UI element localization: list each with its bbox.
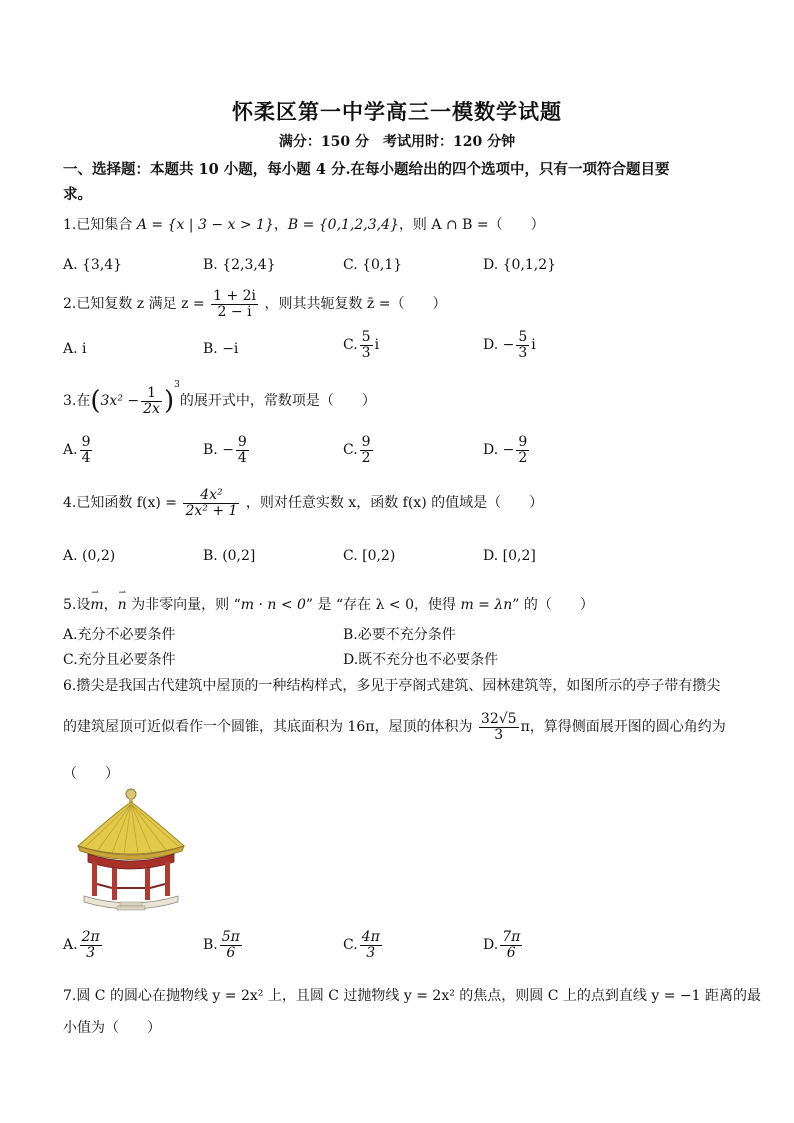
q6-b-den: 6 (226, 944, 236, 961)
q5-stem-b: 为非零向量，则 “ (126, 597, 241, 613)
q6-c-label: C. (343, 937, 358, 954)
q1-set-a: A = {x | 3 − x > 1} (136, 217, 274, 233)
q2-fraction (211, 289, 258, 319)
q5-stem-d: ” 的（ ） (512, 597, 594, 613)
q3-option-c[interactable] (343, 435, 375, 465)
q3-power: 3 (174, 380, 180, 390)
q5-vec-n: ⇀ n (118, 597, 127, 613)
q2-d-tail: i (531, 337, 536, 354)
q3-c-num: 9 (361, 434, 371, 450)
q6-d-label: D. (483, 937, 499, 954)
q2-option-c-frac (360, 330, 373, 360)
q1-option-c[interactable]: C. {0,1} (343, 257, 403, 273)
question-6-line1: 6.攒尖是我国古代建筑中屋顶的一种结构样式，多见于亭阁式建筑、园林建筑等，如图所示的亭子带有攒尖 (63, 678, 721, 694)
q6-option-b[interactable] (203, 930, 244, 960)
q3-c-label: C. (343, 442, 358, 459)
pavilion-image (74, 784, 190, 918)
q2-option-c-label: C. (343, 337, 358, 354)
q1-option-a[interactable]: A. {3,4} (63, 257, 123, 273)
q6-line2-a: 的建筑屋顶可近似看作一个圆锥，其底面积为 16π，屋顶的体积为 (63, 719, 473, 736)
question-5-stem (63, 594, 594, 614)
q3-a-label: A. (63, 442, 78, 459)
q3-b-label: B. − (203, 442, 234, 459)
q5-stem-c: ” 是 “存在 λ < 0，使得 (305, 597, 461, 613)
q3-expr: 3x² − (100, 393, 140, 409)
q3-option-d[interactable] (483, 435, 531, 465)
q4-frac-num: 4x² (183, 488, 239, 504)
q3-stem-a: 3.在 (63, 393, 91, 409)
q2-stem-a: 2.已知复数 z 满足 z = (63, 296, 205, 313)
q2-option-b[interactable]: B. −i (203, 341, 239, 357)
q6-d-num: 7π (502, 929, 521, 945)
q3-d-den: 2 (518, 449, 528, 466)
q6-option-d[interactable] (483, 930, 524, 960)
q6-b-num: 5π (221, 929, 240, 945)
q6-option-c[interactable] (343, 930, 384, 960)
page-title: 怀柔区第一中学高三一模数学试题 (232, 99, 562, 124)
q2-c-num: 5 (361, 329, 371, 345)
q6-a-num: 2π (81, 929, 100, 945)
q6-line2-b: π，算得侧面展开图的圆心角约为 (520, 719, 726, 736)
q3-d-frac (516, 435, 529, 465)
q5-mid: ， (103, 597, 118, 613)
q4-stem-b: ，则对任意实数 x，函数 f(x) 的值域是（ ） (245, 495, 544, 512)
section-heading-cont: 求。 (63, 186, 92, 203)
q3-fraction (141, 386, 162, 416)
q3-frac-num: 1 (141, 386, 162, 402)
question-1-stem (63, 214, 545, 234)
q3-a-frac (80, 435, 93, 465)
q3-c-frac (360, 435, 373, 465)
question-2-stem (63, 289, 447, 319)
q4-frac-den: 2x² + 1 (185, 502, 238, 519)
q2-option-d-label: D. − (483, 337, 515, 354)
q1-option-d[interactable]: D. {0,1,2} (483, 257, 557, 273)
q5-option-c[interactable]: C.充分且必要条件 (63, 652, 176, 668)
q2-d-num: 5 (518, 329, 528, 345)
section-heading: 一、选择题：本题共 10 小题，每小题 4 分.在每小题给出的四个选项中，只有一项符合题目要 (63, 161, 670, 178)
q3-close-paren: ) (163, 386, 175, 416)
exam-meta: 满分：150 分 考试用时：120 分钟 (278, 134, 516, 150)
q6-c-frac (360, 930, 382, 960)
q6-d-frac (500, 930, 522, 960)
q1-set-b: B = {0,1,2,3,4} (287, 217, 399, 233)
q6-d-den: 6 (506, 944, 516, 961)
q6-a-label: A. (63, 937, 78, 954)
q4-stem-a: 4.已知函数 f(x) = (63, 495, 177, 512)
q6-c-den: 3 (366, 944, 376, 961)
q4-option-d[interactable]: D. [0,2] (483, 548, 536, 564)
q3-b-num: 9 (237, 434, 247, 450)
q6-b-label: B. (203, 937, 218, 954)
q2-option-d[interactable] (483, 330, 536, 360)
q6-c-num: 4π (361, 929, 380, 945)
q1-stem-b: ，则 A ∩ B =（ ） (398, 217, 545, 233)
q6-b-frac (220, 930, 242, 960)
q1-sep: ， (273, 217, 288, 233)
q3-b-frac (236, 435, 249, 465)
q1-option-b[interactable]: B. {2,3,4} (203, 257, 276, 273)
q5-option-b[interactable]: B.必要不充分条件 (343, 627, 456, 643)
q5-cond: m · n < 0 (240, 597, 306, 613)
q3-b-den: 4 (237, 449, 247, 466)
q6-volume-fraction (479, 712, 519, 742)
q3-frac-den: 2x (143, 400, 160, 417)
q2-option-d-frac (516, 330, 529, 360)
question-3-stem (63, 380, 376, 416)
q2-frac-num: 1 + 2i (213, 288, 257, 304)
q6-vol-den: 3 (494, 726, 504, 743)
q3-d-label: D. − (483, 442, 515, 459)
q4-option-c[interactable]: C. [0,2) (343, 548, 396, 564)
q5-vec-m: ⇀ m (90, 597, 103, 613)
question-4-stem (63, 488, 543, 518)
q6-a-frac (80, 930, 102, 960)
question-6-line2 (63, 712, 726, 742)
q2-d-den: 3 (518, 344, 528, 361)
q3-option-a[interactable] (63, 435, 94, 465)
q2-option-c[interactable] (343, 330, 379, 360)
q2-stem-b: ，则其共轭复数 z̄ =（ ） (264, 296, 447, 313)
q3-stem-b: 的展开式中，常数项是（ ） (179, 393, 376, 409)
q6-a-den: 3 (86, 944, 96, 961)
q3-a-num: 9 (81, 434, 91, 450)
q2-c-tail: i (374, 337, 380, 354)
question-7-line2: 小值为（ ） (63, 1020, 161, 1036)
q5-option-d[interactable]: D.既不充分也不必要条件 (343, 652, 499, 668)
question-6-line3: （ ） (63, 766, 119, 782)
q2-frac-den: 2 − i (217, 303, 252, 320)
q3-option-b[interactable] (203, 435, 251, 465)
q6-option-a[interactable] (63, 930, 104, 960)
q2-option-a[interactable]: A. i (63, 341, 87, 357)
q4-option-a[interactable]: A. (0,2) (63, 548, 116, 564)
q1-stem-a: 1.已知集合 (63, 217, 137, 233)
q5-option-a[interactable]: A.充分不必要条件 (63, 627, 176, 643)
q5-stem-a: 5.设 (63, 597, 91, 613)
q6-vol-num: 32√5 (480, 711, 517, 727)
question-7-line1: 7.圆 C 的圆心在抛物线 y = 2x² 上，且圆 C 过抛物线 y = 2x² 的焦点，则圆 C 上的点到直线 y = −1 距离的最 (63, 988, 761, 1004)
q3-d-num: 9 (518, 434, 528, 450)
q5-cond2: m = λn (460, 597, 513, 613)
q3-c-den: 2 (361, 449, 371, 466)
q4-option-b[interactable]: B. (0,2] (203, 548, 256, 564)
q3-a-den: 4 (81, 449, 91, 466)
q4-fraction (183, 488, 239, 518)
q2-c-den: 3 (361, 344, 371, 361)
q3-open-paren: ( (90, 386, 101, 416)
